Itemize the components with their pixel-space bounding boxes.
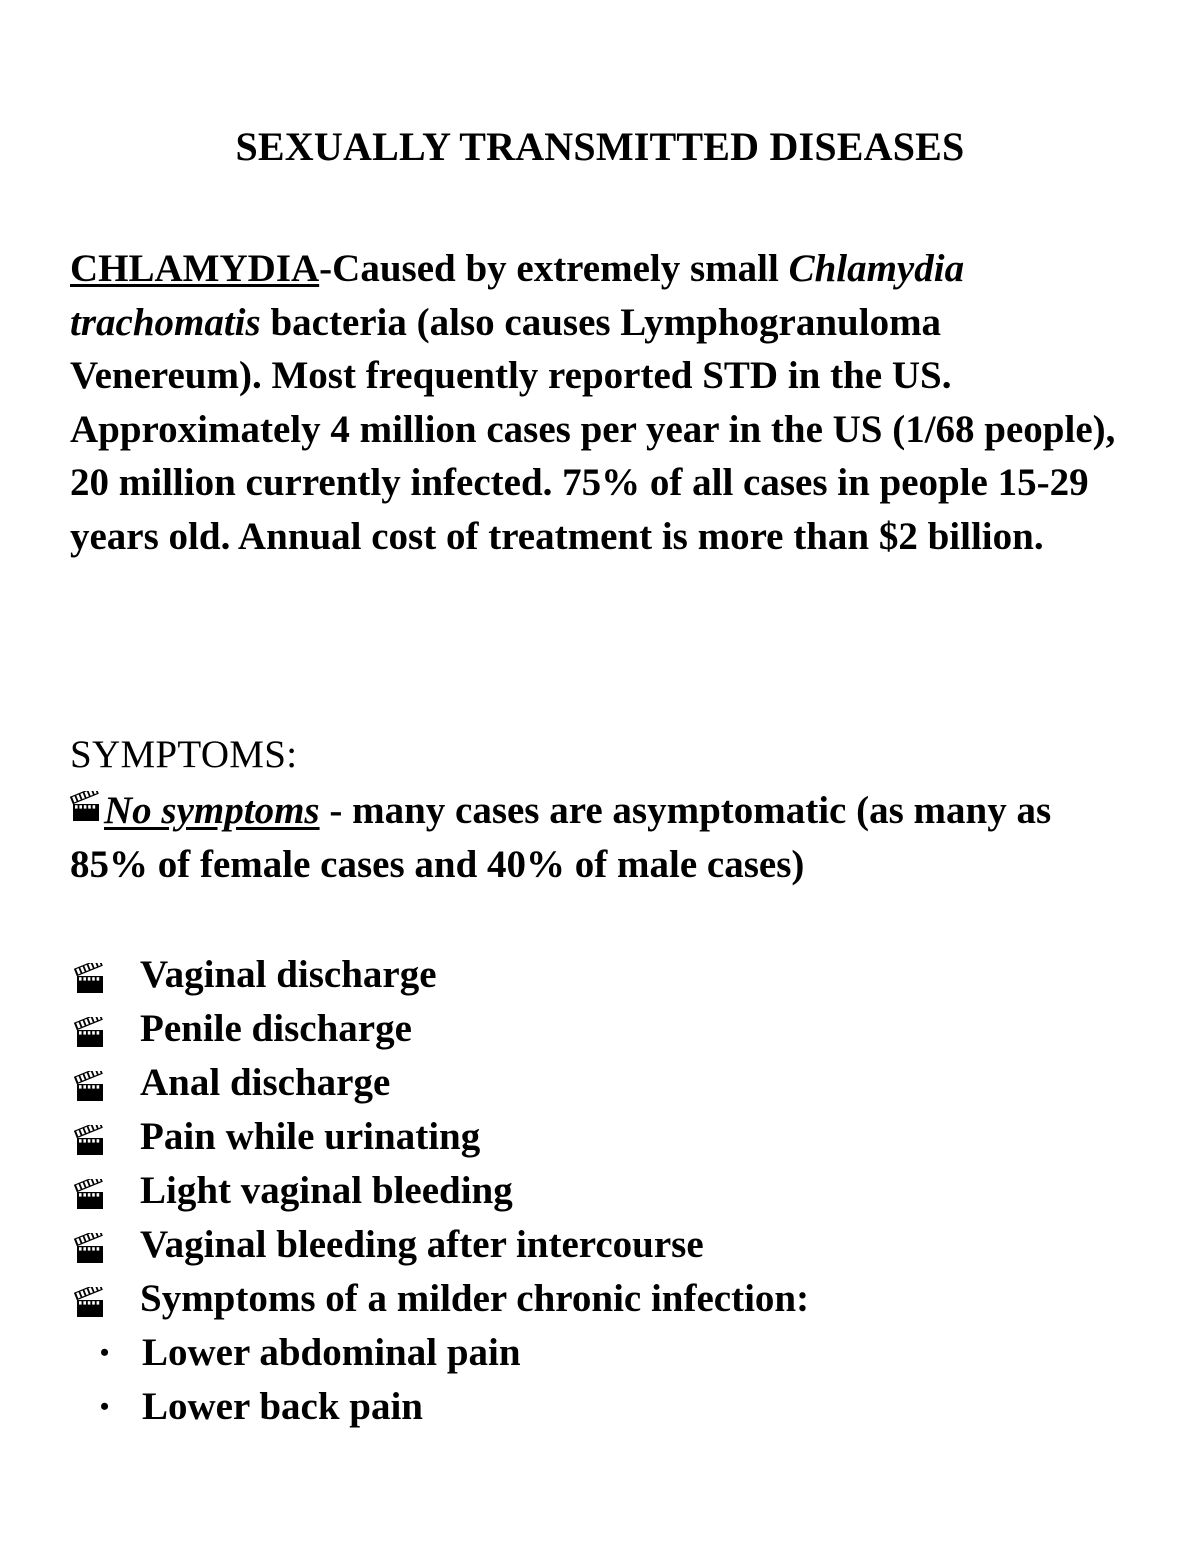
chlamydia-organism-name: Chlamydia trachomatis <box>70 247 965 344</box>
clapperboard-icon <box>74 1064 108 1096</box>
clapperboard-icon <box>74 1118 108 1150</box>
round-dot-icon: • <box>100 1392 110 1421</box>
symptom-no-symptoms-rest: - many cases are asymptomatic (as many as 85% of female cases and 40% of male cases) <box>70 789 1052 886</box>
clapperboard-icon <box>70 791 104 823</box>
list-item-label: Lower abdominal pain <box>142 1331 521 1374</box>
list-item-label: Vaginal bleeding after intercourse <box>140 1223 704 1266</box>
round-dot-icon: • <box>100 1338 110 1367</box>
symptom-no-symptoms-lead <box>70 789 320 832</box>
chlamydia-after-term: -Caused by extremely small <box>319 247 789 290</box>
list-item <box>0 1380 1200 1434</box>
list-item-label: Penile discharge <box>140 1007 412 1050</box>
list-item-label: Light vaginal bleeding <box>140 1169 513 1212</box>
chlamydia-term: CHLAMYDIA <box>70 247 320 290</box>
symptoms-heading: SYMPTOMS: <box>70 733 298 776</box>
list-item <box>0 948 1200 1002</box>
list-item <box>0 1110 1200 1164</box>
chlamydia-section <box>70 242 1120 563</box>
list-item-label: Pain while urinating <box>140 1115 481 1158</box>
list-item-label: Lower back pain <box>142 1385 423 1428</box>
list-item-label: Vaginal discharge <box>140 953 437 996</box>
clapperboard-icon <box>74 1172 108 1204</box>
list-item-label: Anal discharge <box>140 1061 391 1104</box>
clapperboard-icon <box>74 1010 108 1042</box>
symptom-bullet-list <box>0 948 1200 1434</box>
list-item <box>0 1218 1200 1272</box>
list-item <box>0 1002 1200 1056</box>
page-title: SEXUALLY TRANSMITTED DISEASES <box>235 124 965 169</box>
chlamydia-description: bacteria (also causes Lymphogranuloma Venereum). Most frequently reported STD in the US. Approximately 4 million cases per year in the US (1/68 people), 20 million currently infected. 75% of all cases in people 15-29 years old. Annual cost of treatment is more than $2 billion. <box>70 300 1116 558</box>
list-item <box>0 1326 1200 1380</box>
chlamydia-paragraph <box>70 242 1120 563</box>
clapperboard-icon <box>74 1226 108 1258</box>
clapperboard-icon <box>74 1280 108 1312</box>
list-item <box>0 1164 1200 1218</box>
symptom-no-symptoms-label: No symptoms <box>104 789 320 832</box>
list-item-label: Symptoms of a milder chronic infection: <box>140 1277 810 1320</box>
symptom-no-symptoms-row <box>70 784 1120 891</box>
clapperboard-icon <box>74 956 108 988</box>
list-item <box>0 1056 1200 1110</box>
list-item <box>0 1272 1200 1326</box>
